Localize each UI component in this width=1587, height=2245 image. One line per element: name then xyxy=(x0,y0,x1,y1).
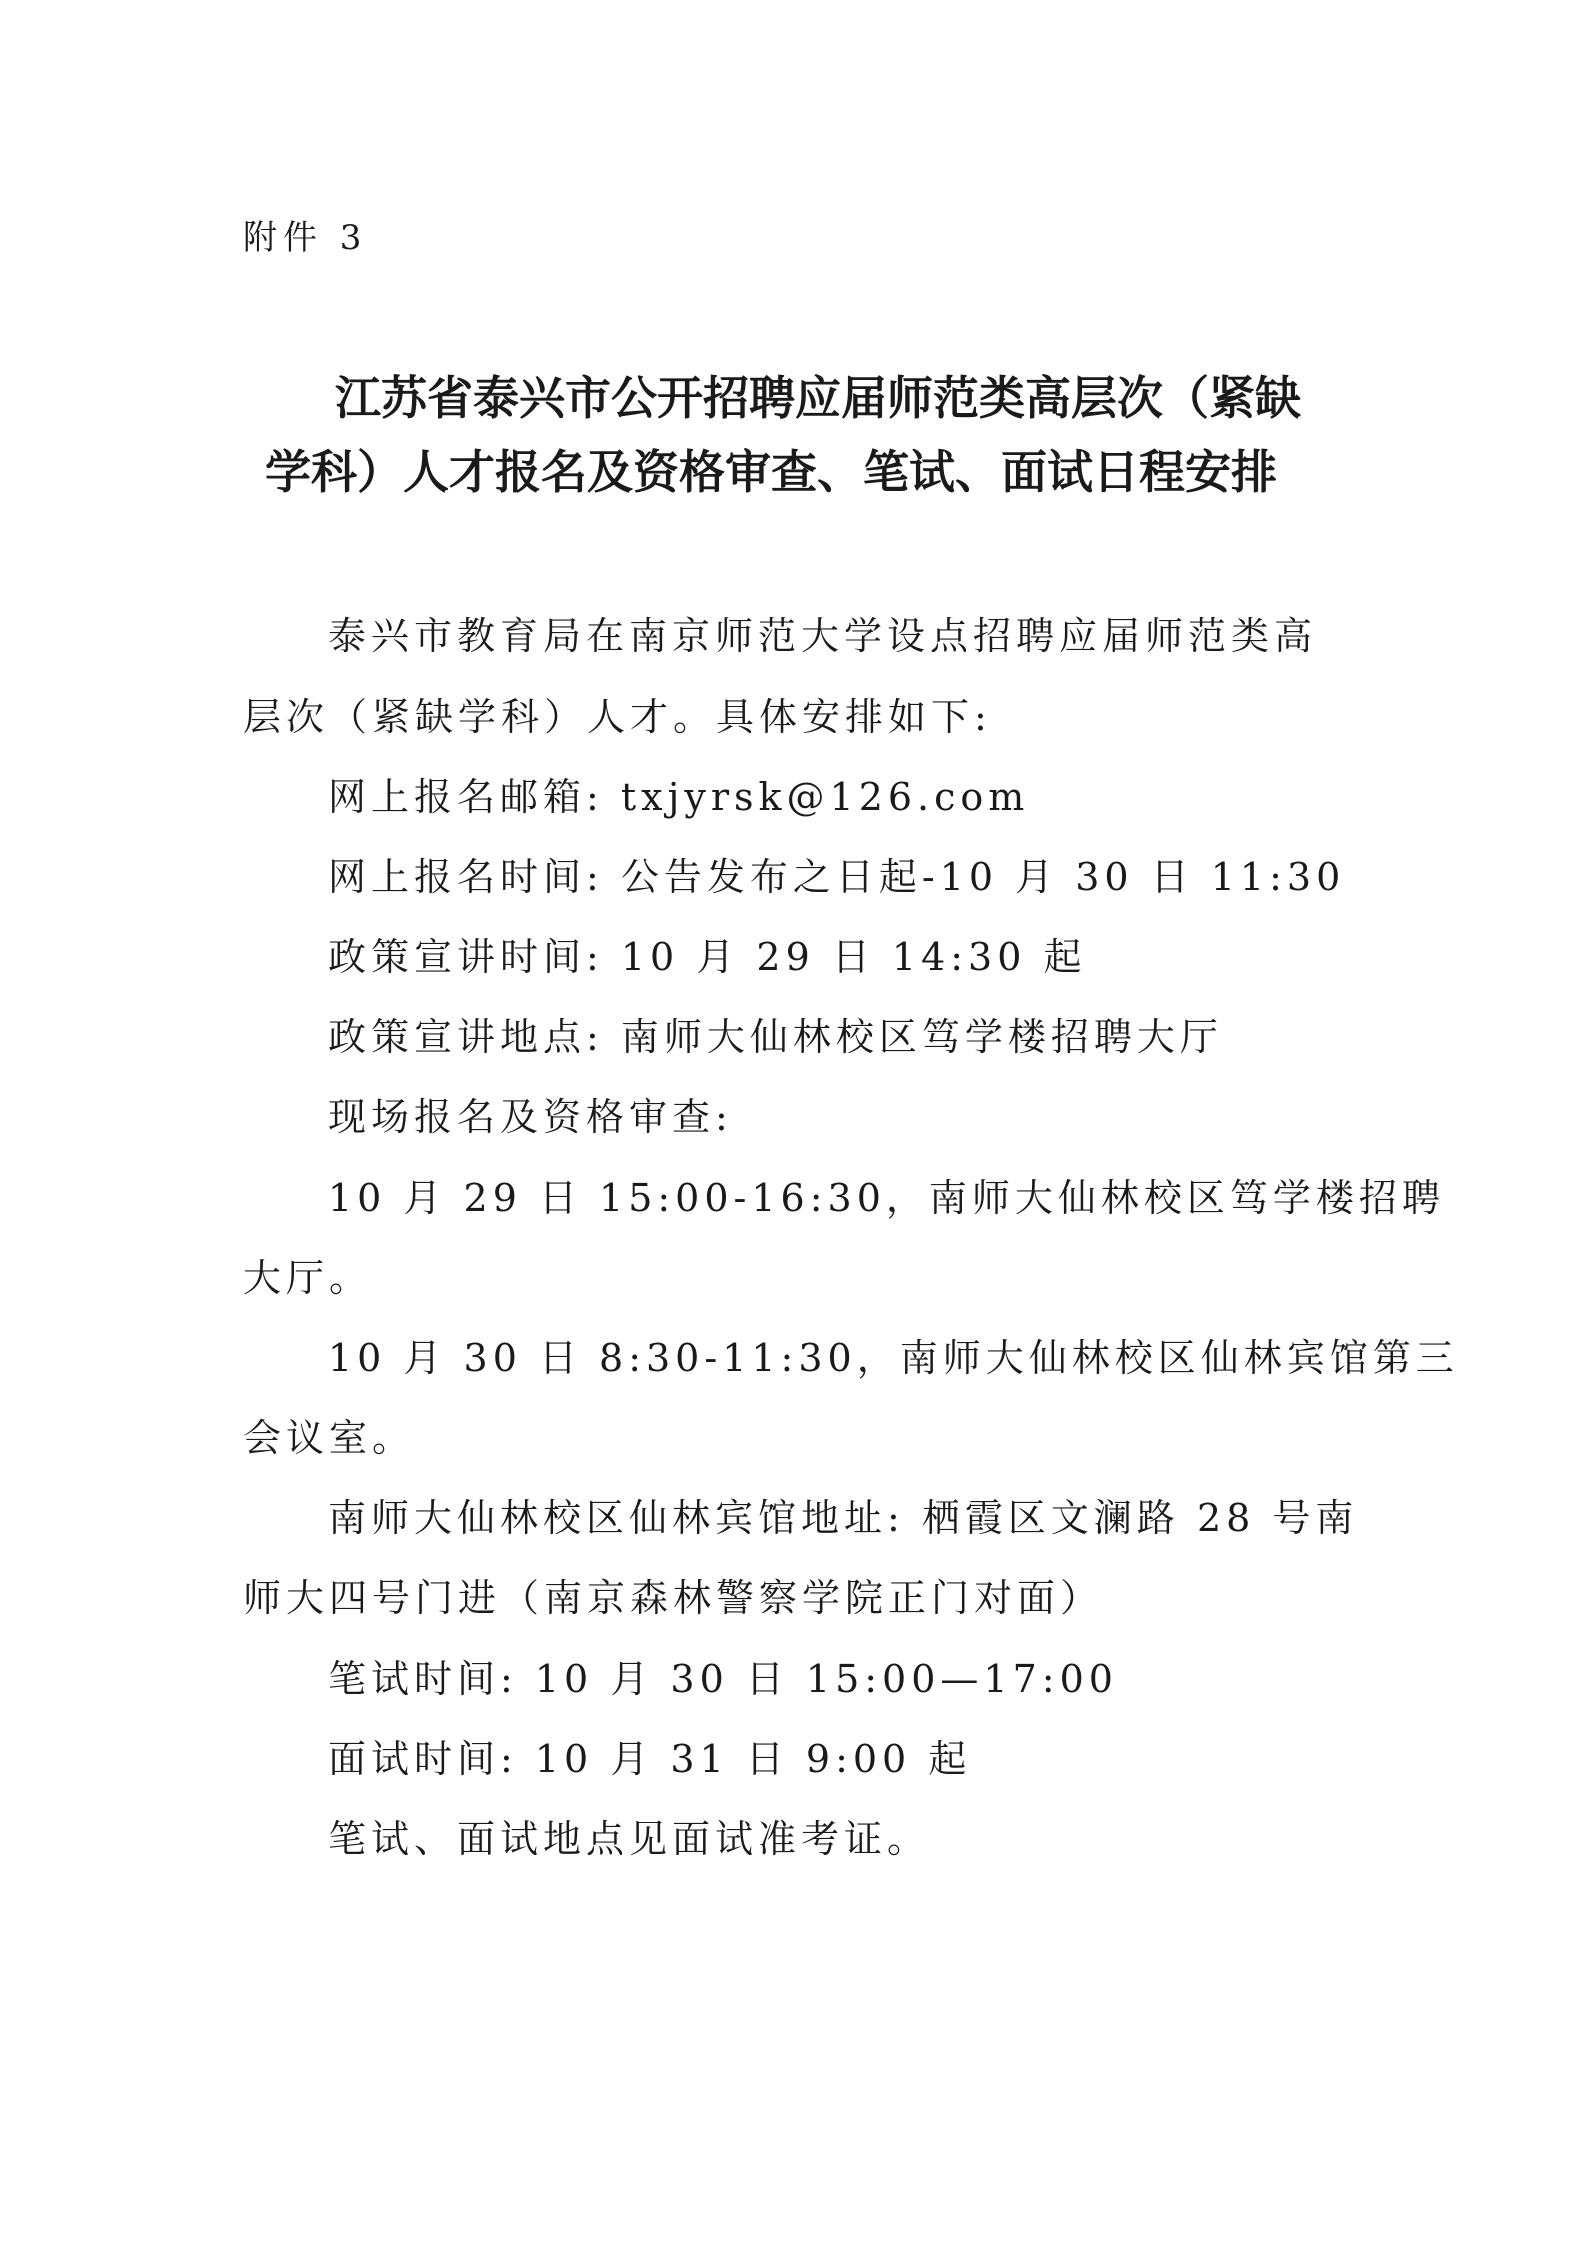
onsite-registration-heading: 现场报名及资格审查: xyxy=(328,1095,733,1139)
document-title-line-2: 学科）人才报名及资格审查、笔试、面试日程安排 xyxy=(265,445,1277,499)
onsite-session-2-line-1: 10 月 30 日 8:30-11:30，南师大仙林校区仙林宾馆第三 xyxy=(328,1336,1459,1380)
hotel-address-line-1: 南师大仙林校区仙林宾馆地址: 栖霞区文澜路 28 号南 xyxy=(328,1496,1359,1540)
intro-line-2: 层次（紧缺学科）人才。具体安排如下: xyxy=(243,695,992,739)
exam-location-note: 笔试、面试地点见面试准考证。 xyxy=(328,1817,931,1861)
registration-email: 网上报名邮箱: txjyrsk@126.com xyxy=(328,775,1030,819)
written-exam-time: 笔试时间: 10 月 30 日 15:00—17:00 xyxy=(328,1657,1118,1701)
hotel-address-line-2: 师大四号门进（南京森林警察学院正门对面） xyxy=(243,1576,1104,1620)
onsite-session-2-line-2: 会议室。 xyxy=(243,1416,416,1460)
onsite-session-1-line-2: 大厅。 xyxy=(243,1256,373,1300)
online-registration-time: 网上报名时间: 公告发布之日起-10 月 30 日 11:30 xyxy=(328,855,1346,899)
document-title-line-1: 江苏省泰兴市公开招聘应届师范类高层次（紧缺 xyxy=(335,371,1301,425)
onsite-session-1-line-1: 10 月 29 日 15:00-16:30，南师大仙林校区笃学楼招聘 xyxy=(328,1176,1445,1220)
intro-line-1: 泰兴市教育局在南京师范大学设点招聘应届师范类高 xyxy=(328,614,1318,658)
policy-briefing-place: 政策宣讲地点: 南师大仙林校区笃学楼招聘大厅 xyxy=(328,1015,1223,1059)
interview-time: 面试时间: 10 月 31 日 9:00 起 xyxy=(328,1737,972,1781)
attachment-label: 附件 3 xyxy=(243,218,368,258)
policy-briefing-time: 政策宣讲时间: 10 月 29 日 14:30 起 xyxy=(328,935,1087,979)
